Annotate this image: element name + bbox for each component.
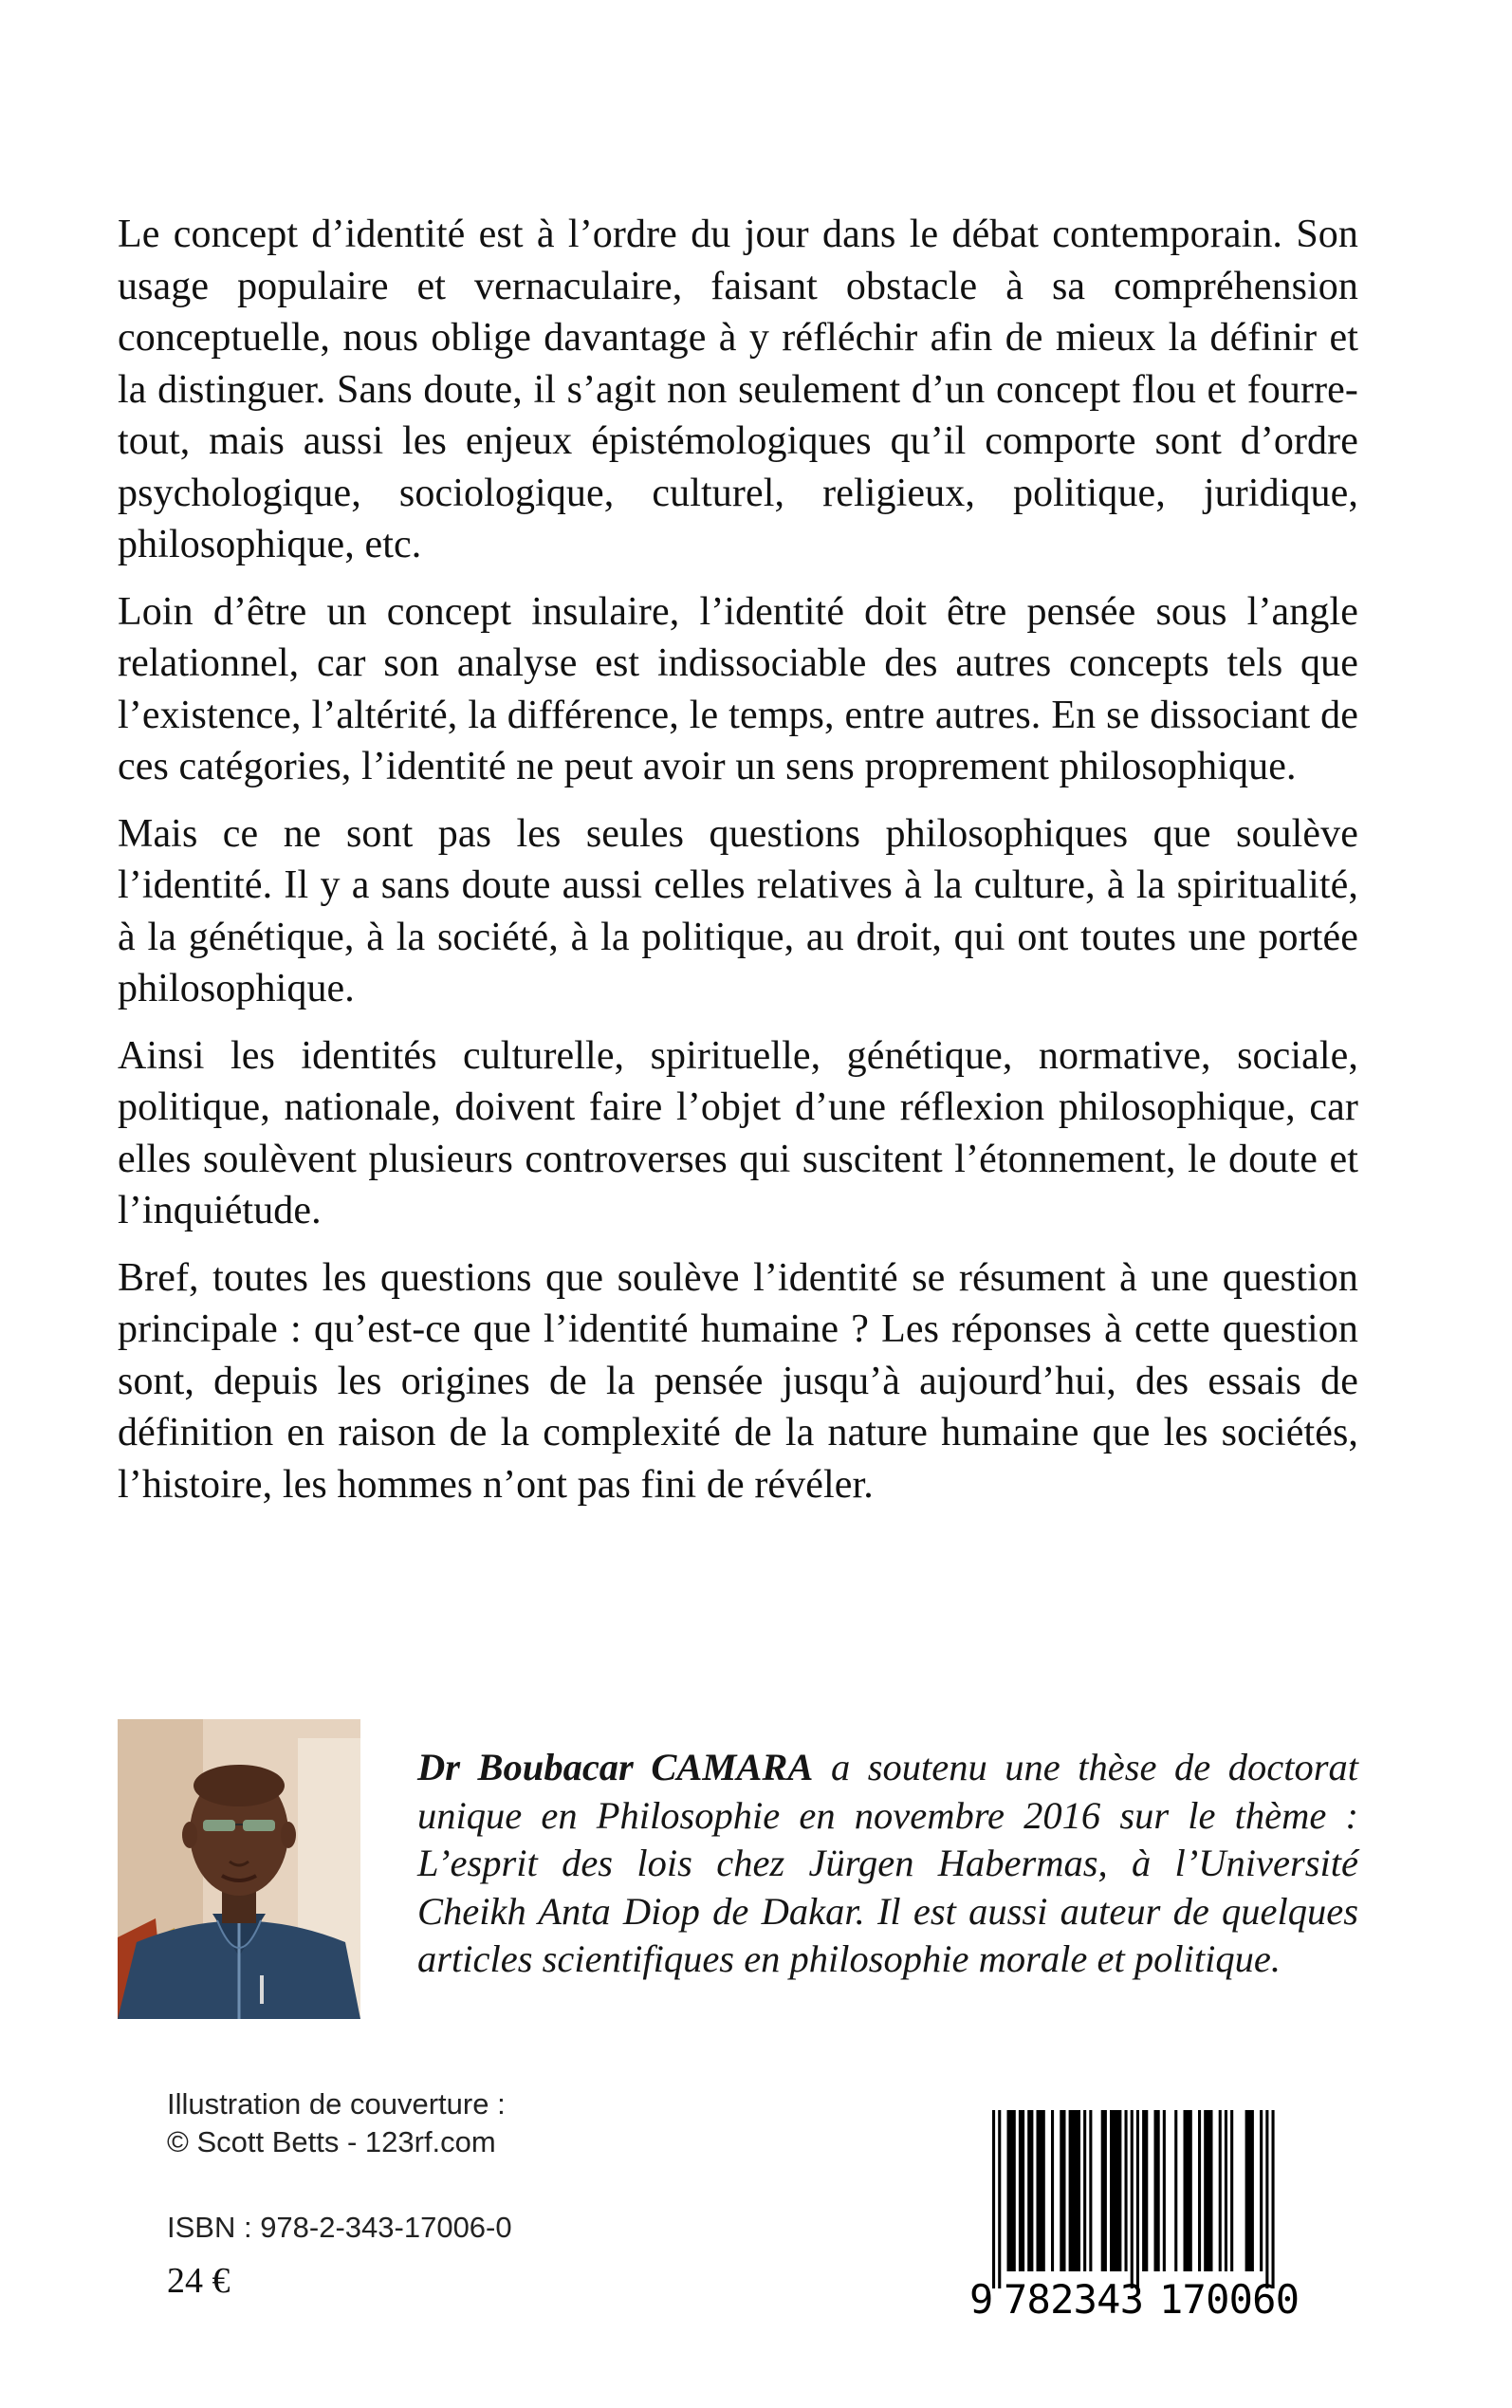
barcode-bar: [1131, 2110, 1134, 2288]
barcode-bar: [1019, 2110, 1024, 2271]
barcode-bar: [1154, 2110, 1160, 2271]
barcode-bar: [1198, 2110, 1201, 2271]
barcode-bar: [1225, 2110, 1227, 2271]
barcode-bar: [1230, 2110, 1233, 2271]
barcode-graphic: [964, 2104, 1330, 2323]
barcode-bar: [1089, 2110, 1092, 2271]
barcode-bar: [1219, 2110, 1222, 2271]
barcode: [964, 2104, 1330, 2323]
description-paragraph-4: Ainsi les identités culturelle, spirituelle, génétique, normative, sociale, politique, nationale, doivent faire l’objet d’une réflexion philosophique, car elles soulèvent plusieurs controverses qui suscitent l’étonnement, le doute et l’inquiétude.: [118, 1033, 1358, 1232]
barcode-digit-group-2: 170060: [1159, 2276, 1300, 2323]
barcode-bar: [1051, 2110, 1054, 2271]
barcode-bar: [1260, 2110, 1263, 2271]
barcode-bar: [1184, 2110, 1192, 2271]
barcode-bar: [1027, 2110, 1033, 2271]
barcode-bar: [1204, 2110, 1212, 2271]
cover-illustration-credits: [167, 2085, 506, 2161]
author-photo: [118, 1719, 360, 2019]
barcode-bar: [1110, 2110, 1121, 2271]
barcode-bar: [1174, 2110, 1177, 2271]
description-paragraph-5: Bref, toutes les questions que soulève l’identité se résument à une question principale : qu’est-ce que l’identité humaine ? Les réponses à cette question sont, depuis les origines de la pensée jusqu’à aujourd’hui, des essais de définition en raison de la complexité de la nature humaine que les sociétés, l’histoire, les hommes n’ont pas fini de révéler.: [118, 1255, 1358, 1507]
barcode-bar: [1037, 2110, 1045, 2271]
barcode-first-digit: 9: [969, 2276, 994, 2323]
description-paragraph-1: Le concept d’identité est à l’ordre du jour dans le débat contemporain. Son usage populaire et vernaculaire, faisant obstacle à sa compréhension conceptuelle, nous oblige davantage à y réfléchir afin de mieux la définir et la distinguer. Sans doute, il s’agit non seulement d’un concept flou et fourre-tout, mais aussi les enjeux épistémologiques qu’il comporte sont d’ordre psychologique, sociologique, culturel, religieux, politique, juridique, philosophique, etc.: [118, 213, 1358, 566]
barcode-bar: [1060, 2110, 1065, 2271]
barcode-bar: [1245, 2110, 1254, 2271]
barcode-bar: [1069, 2110, 1080, 2271]
price: 24 €: [167, 2261, 230, 2301]
barcode-bars: [992, 2110, 1275, 2288]
barcode-bar: [1265, 2110, 1268, 2288]
description-paragraph-3: Mais ce ne sont pas les seules questions philosophiques que soulève l’identité. Il y a sans doute aussi celles relatives à la culture, à la spiritualité, à la génétique, à la société, à la politique, au droit, qui ont toutes une portée philosophique.: [118, 811, 1358, 1010]
barcode-bar: [998, 2110, 1001, 2288]
author-name: Dr Boubacar CAMARA: [417, 1746, 814, 1788]
barcode-bar: [1272, 2110, 1275, 2288]
description-paragraph-2: Loin d’être un concept insulaire, l’identité doit être pensée sous l’angle relationnel, car son analyse est indissociable des autres concepts tels que l’existence, l’altérité, la différence, le temps, entre autres. En se dissociant de ces catégories, l’identité ne peut avoir un sens proprement philosophique.: [118, 589, 1358, 788]
barcode-bar: [992, 2110, 995, 2288]
isbn: ISBN : 978-2-343-17006-0: [167, 2211, 512, 2244]
barcode-bar: [1125, 2110, 1128, 2271]
barcode-bar: [1136, 2110, 1139, 2288]
barcode-bar: [1101, 2110, 1107, 2271]
barcode-bar: [1007, 2110, 1016, 2271]
author-bio: [417, 1744, 1358, 1984]
credits-line-1: Illustration de couverture :: [167, 2087, 506, 2121]
barcode-bar: [1083, 2110, 1086, 2271]
credits-line-2: © Scott Betts - 123rf.com: [167, 2125, 496, 2158]
author-bio-text: a soutenu une thèse de doctorat unique en Philosophie en novembre 2016 sur le thème : L’esprit des lois chez Jürgen Habermas, à l’Université Cheikh Anta Diop de Dakar. Il est aussi auteur de quelques articles scientifiques en philosophie morale et politique.: [417, 1746, 1358, 1980]
barcode-bar: [1142, 2110, 1148, 2271]
barcode-digit-group-1: 782343: [1004, 2276, 1144, 2323]
barcode-bar: [1163, 2110, 1166, 2271]
book-description: [118, 209, 1358, 1526]
